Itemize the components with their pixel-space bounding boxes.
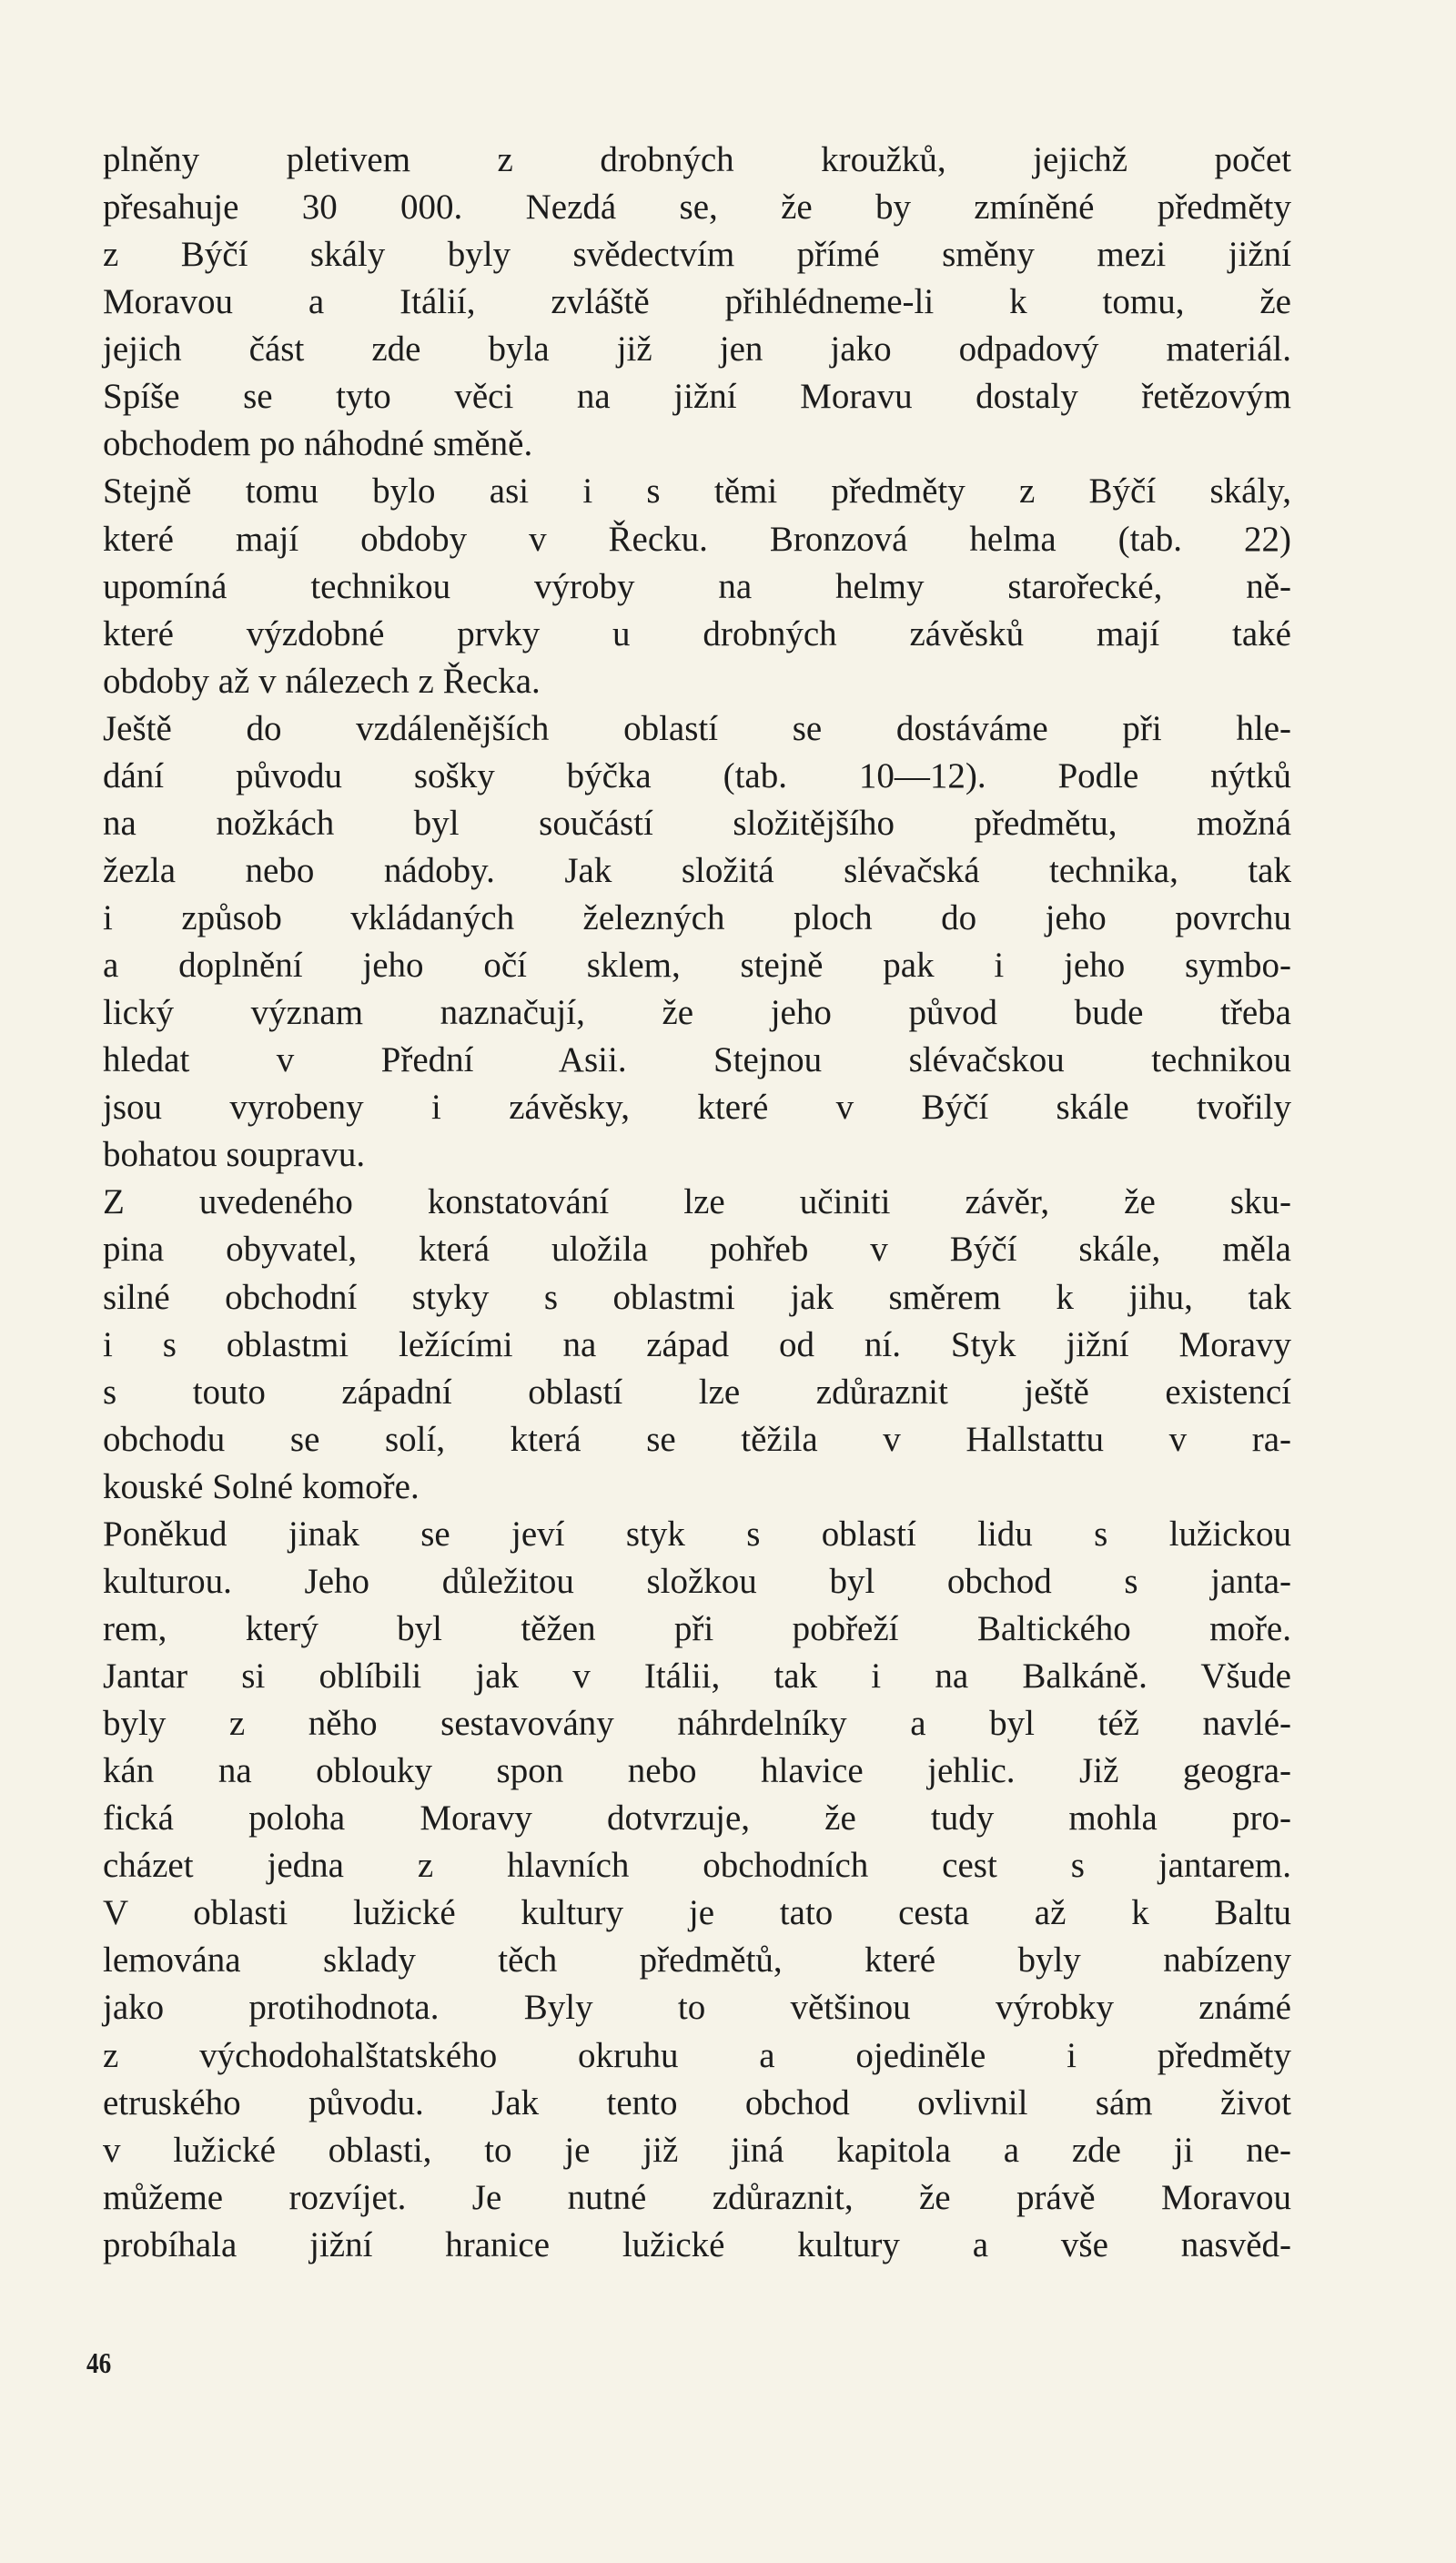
text-line: lemována sklady těch předmětů, které byly nabízeny xyxy=(103,1940,1291,1980)
text-line: probíhala jižní hranice lužické kultury a vše nasvěd- xyxy=(103,2224,1291,2264)
text-line: Z uvedeného konstatování lze učiniti závěr, že sku- xyxy=(103,1182,1291,1222)
text-line: Ještě do vzdálenějších oblastí se dostáváme při hle- xyxy=(103,708,1291,748)
text-line: v lužické oblasti, to je již jiná kapitola a zde ji ne- xyxy=(103,2130,1291,2170)
text-line: byly z něho sestavovány náhrdelníky a byl též navlé- xyxy=(103,1704,1291,1744)
text-line: i s oblastmi ležícími na západ od ní. Styk jižní Moravy xyxy=(103,1324,1291,1364)
text-line: s touto západní oblastí lze zdůraznit ještě existencí xyxy=(103,1372,1291,1412)
text-line: a doplnění jeho očí sklem, stejně pak i jeho symbo- xyxy=(103,946,1291,986)
paragraph xyxy=(103,468,1291,704)
paragraph xyxy=(103,1511,1291,2269)
text-line: lický význam naznačují, že jeho původ bude třeba xyxy=(103,993,1291,1033)
text-line: dání původu sošky býčka (tab. 10—12). Podle nýtků xyxy=(103,755,1291,795)
text-line: z východohalštatského okruhu a ojediněle i předměty xyxy=(103,2035,1291,2075)
text-line: které mají obdoby v Řecku. Bronzová helma (tab. 22) xyxy=(103,519,1291,559)
text-line: obchodu se solí, která se těžila v Hallstattu v ra- xyxy=(103,1419,1291,1459)
text-line: rem, který byl těžen při pobřeží Baltického moře. xyxy=(103,1608,1291,1648)
text-line: i způsob vkládaných železných ploch do jeho povrchu xyxy=(103,898,1291,937)
text-line: kulturou. Jeho důležitou složkou byl obchod s janta- xyxy=(103,1561,1291,1601)
text-line: silné obchodní styky s oblastmi jak směrem k jihu, tak xyxy=(103,1277,1291,1317)
text-line: Jantar si oblíbili jak v Itálii, tak i na Balkáně. Všude xyxy=(103,1656,1291,1696)
text-line: plněny pletivem z drobných kroužků, jejichž počet xyxy=(103,140,1291,179)
text-line: fická poloha Moravy dotvrzuje, že tudy mohla pro- xyxy=(103,1798,1291,1839)
text-line: kán na oblouky spon nebo hlavice jehlic. Již geogra- xyxy=(103,1751,1291,1791)
text-line: můžeme rozvíjet. Je nutné zdůraznit, že právě Moravou xyxy=(103,2177,1291,2217)
page-number: 46 xyxy=(86,2346,112,2379)
text-line: obdoby až v nálezech z Řecka. xyxy=(103,661,541,701)
text-line: Stejně tomu bylo asi i s těmi předměty z Býčí skály, xyxy=(103,471,1291,512)
text-line: obchodem po náhodné směně. xyxy=(103,424,533,464)
paragraph xyxy=(103,1179,1291,1510)
text-line: které výzdobné prvky u drobných závěsků mají také xyxy=(103,613,1291,653)
text-line: z Býčí skály byly svědectvím přímé směny mezi jižní xyxy=(103,235,1291,275)
text-line: cházet jedna z hlavních obchodních cest s jantarem. xyxy=(103,1846,1291,1886)
text-line: Poněkud jinak se jeví styk s oblastí lidu s lužickou xyxy=(103,1514,1291,1554)
text-line: hledat v Přední Asii. Stejnou slévačskou technikou xyxy=(103,1040,1291,1080)
text-line: přesahuje 30 000. Nezdá se, že by zmíněné předměty xyxy=(103,187,1291,228)
text-line: jsou vyrobeny i závěsky, které v Býčí skále tvořily xyxy=(103,1088,1291,1128)
text-line: V oblasti lužické kultury je tato cesta až k Baltu xyxy=(103,1893,1291,1933)
text-line: jejich část zde byla již jen jako odpadový materiál. xyxy=(103,329,1291,370)
paragraph xyxy=(103,705,1291,1180)
paragraph xyxy=(103,137,1291,468)
text-line: Moravou a Itálií, zvláště přihlédneme-li k tomu, že xyxy=(103,282,1291,322)
text-line: kouské Solné komoře. xyxy=(103,1466,420,1506)
text-line: bohatou soupravu. xyxy=(103,1135,366,1175)
text-line: Spíše se tyto věci na jižní Moravu dostaly řetězovým xyxy=(103,377,1291,417)
text-line: žezla nebo nádoby. Jak složitá slévačská technika, tak xyxy=(103,850,1291,890)
text-line: na nožkách byl součástí složitějšího předmětu, možná xyxy=(103,803,1291,843)
text-line: etruského původu. Jak tento obchod ovlivnil sám život xyxy=(103,2082,1291,2122)
text-line: jako protihodnota. Byly to většinou výrobky známé xyxy=(103,1988,1291,2028)
body-text xyxy=(103,137,1291,2269)
text-line: upomíná technikou výroby na helmy starořecké, ně- xyxy=(103,566,1291,606)
text-line: pina obyvatel, která uložila pohřeb v Býčí skále, měla xyxy=(103,1230,1291,1270)
